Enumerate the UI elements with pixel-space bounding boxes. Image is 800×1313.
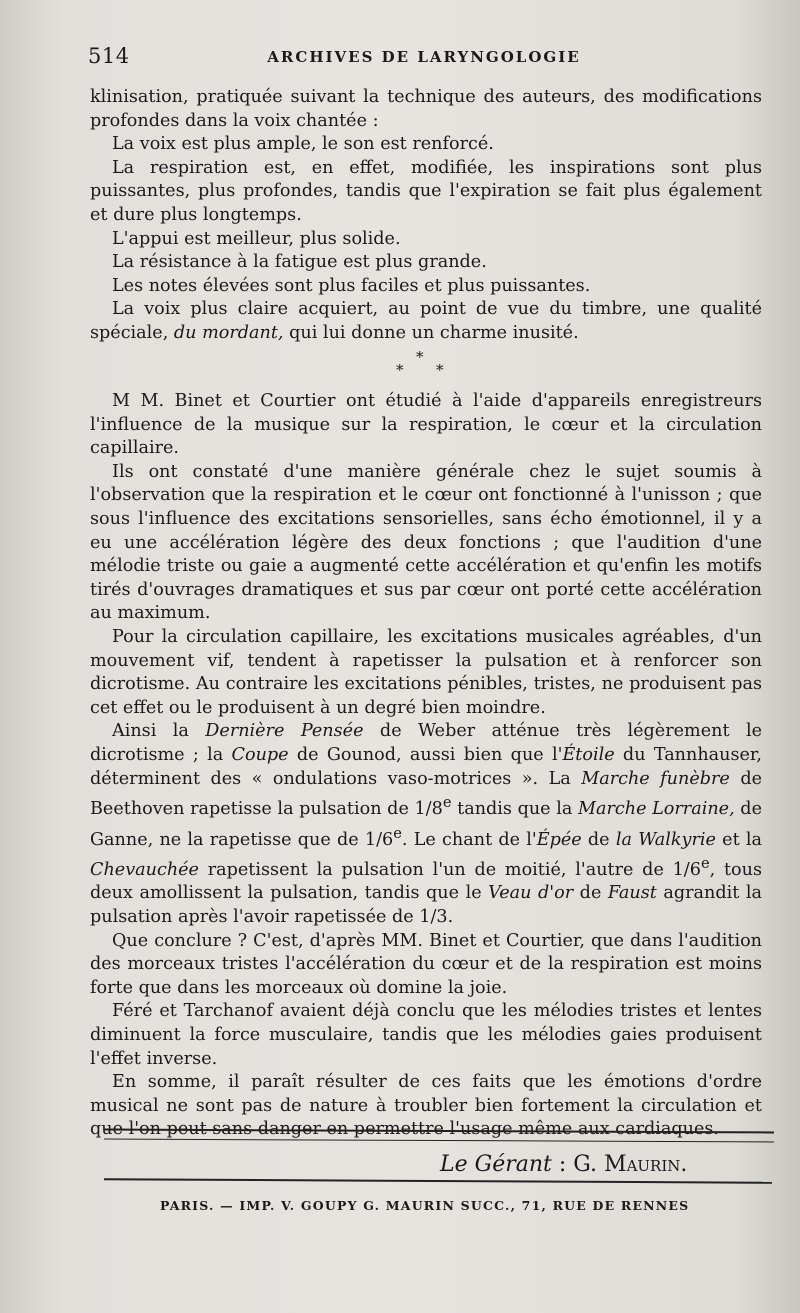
paragraph: Ils ont constaté d'une manière générale chez le sujet soumis à l'observation que la respiration et le cœur ont fonctionné à l'unisson ; que sous l'influence des excitations sensorielles, sans écho émotionnel, il y a eu une accélération légère des deux fonctions ; que l'audition d'une mélodie triste ou gaie a augmenté cette accélération et qu'enfin les motifs tirés d'ouvrages dramatiques et sus par cœur ont porté cette accélération au maximum.	[90, 461, 762, 624]
paragraph: Que conclure ? C'est, d'après MM. Binet et Courtier, que dans l'audition des morceaux tristes l'accélération du cœur et de la respiration est moins forte que dans les morceaux où domine la joie.	[90, 930, 762, 998]
paragraph: klinisation, pratiquée suivant la technique des auteurs, des modifications profondes dans la voix chantée :	[90, 87, 762, 131]
paragraph: Féré et Tarchanof avaient déjà conclu que les mélodies tristes et lentes diminuent la force musculaire, tandis que les mélodies gaies produisent l'effet inverse.	[90, 1001, 762, 1069]
paragraph: La résistance à la fatigue est plus grande.	[112, 252, 487, 273]
running-title: ARCHIVES DE LARYNGOLOGIE	[267, 48, 581, 66]
gerant-label: Le Gérant	[440, 1152, 552, 1177]
page-number: 514	[88, 44, 130, 68]
paragraph: Pour la circulation capillaire, les excitations musicales agréables, d'un mouvement vif, tendent à rapetisser la pulsation et à renforcer son dicrotisme. Au contraire les excitations pénibles, tristes, ne produisent pas cet effet ou le produisent à un degré bien moindre.	[90, 626, 762, 718]
asterism-star: *	[416, 348, 424, 366]
page-header	[88, 44, 760, 74]
paragraph: L'appui est meilleur, plus solide.	[112, 228, 401, 249]
rule-divider	[104, 1178, 772, 1183]
asterism-star: *	[436, 361, 444, 379]
printer-imprint: PARIS. — IMP. V. GOUPY G. MAURIN SUCC., 71, RUE DE RENNES	[160, 1198, 690, 1213]
paragraph: En somme, il paraît résulter de ces faits que les émotions d'ordre musical ne sont pas de nature à troubler bien fortement la circulation et que l'on peut sans danger en permettre l'usage même aux cardiaques.	[90, 1072, 762, 1140]
asterism-star: *	[396, 361, 404, 379]
section-separator	[360, 348, 460, 380]
article-continuation	[90, 86, 762, 346]
paragraph: Ainsi la Dernière Pensée de Weber atténue très légèrement le dicrotisme ; la Coupe de Gounod, aussi bien que l'Étoile du Tannhauser, déterminent des « ondulations vaso-motrices ». La Marche funèbre de Beethoven rapetisse la pulsation de 1/8e tandis que la Marche Lorraine, de Ganne, ne la rapetisse que de 1/6e. Le chant de l'Épée de la Walkyrie et la Chevauchée rapetissent la pulsation l'un de moitié, l'autre de 1/6e, tous deux amollissent la pulsation, tandis que le Veau d'or de Faust agrandit la pulsation après l'avoir rapetissée de 1/3.	[90, 721, 763, 928]
article-body	[90, 390, 762, 1142]
paragraph: M M. Binet et Courtier ont étudié à l'aide d'appareils enregistreurs l'influence de la musique sur la respiration, le cœur et la circulation capillaire.	[90, 391, 762, 459]
paragraph: La respiration est, en effet, modifiée, les inspirations sont plus puissantes, plus profondes, tandis que l'expiration se fait plus également et dure plus longtemps.	[90, 157, 762, 225]
gerant-name: G. Maurin.	[573, 1152, 688, 1177]
paragraph: Les notes élevées sont plus faciles et plus puissantes.	[112, 275, 591, 296]
gerant-signature: Le Gérant : G. Maurin.	[440, 1152, 688, 1177]
emphasis: du mordant,	[173, 322, 284, 343]
paragraph: La voix est plus ample, le son est renforcé.	[112, 134, 494, 155]
paragraph: La voix plus claire acquiert, au point de vue du timbre, une qualité spéciale, du mordant, qui lui donne un charme inusité.	[90, 299, 762, 343]
